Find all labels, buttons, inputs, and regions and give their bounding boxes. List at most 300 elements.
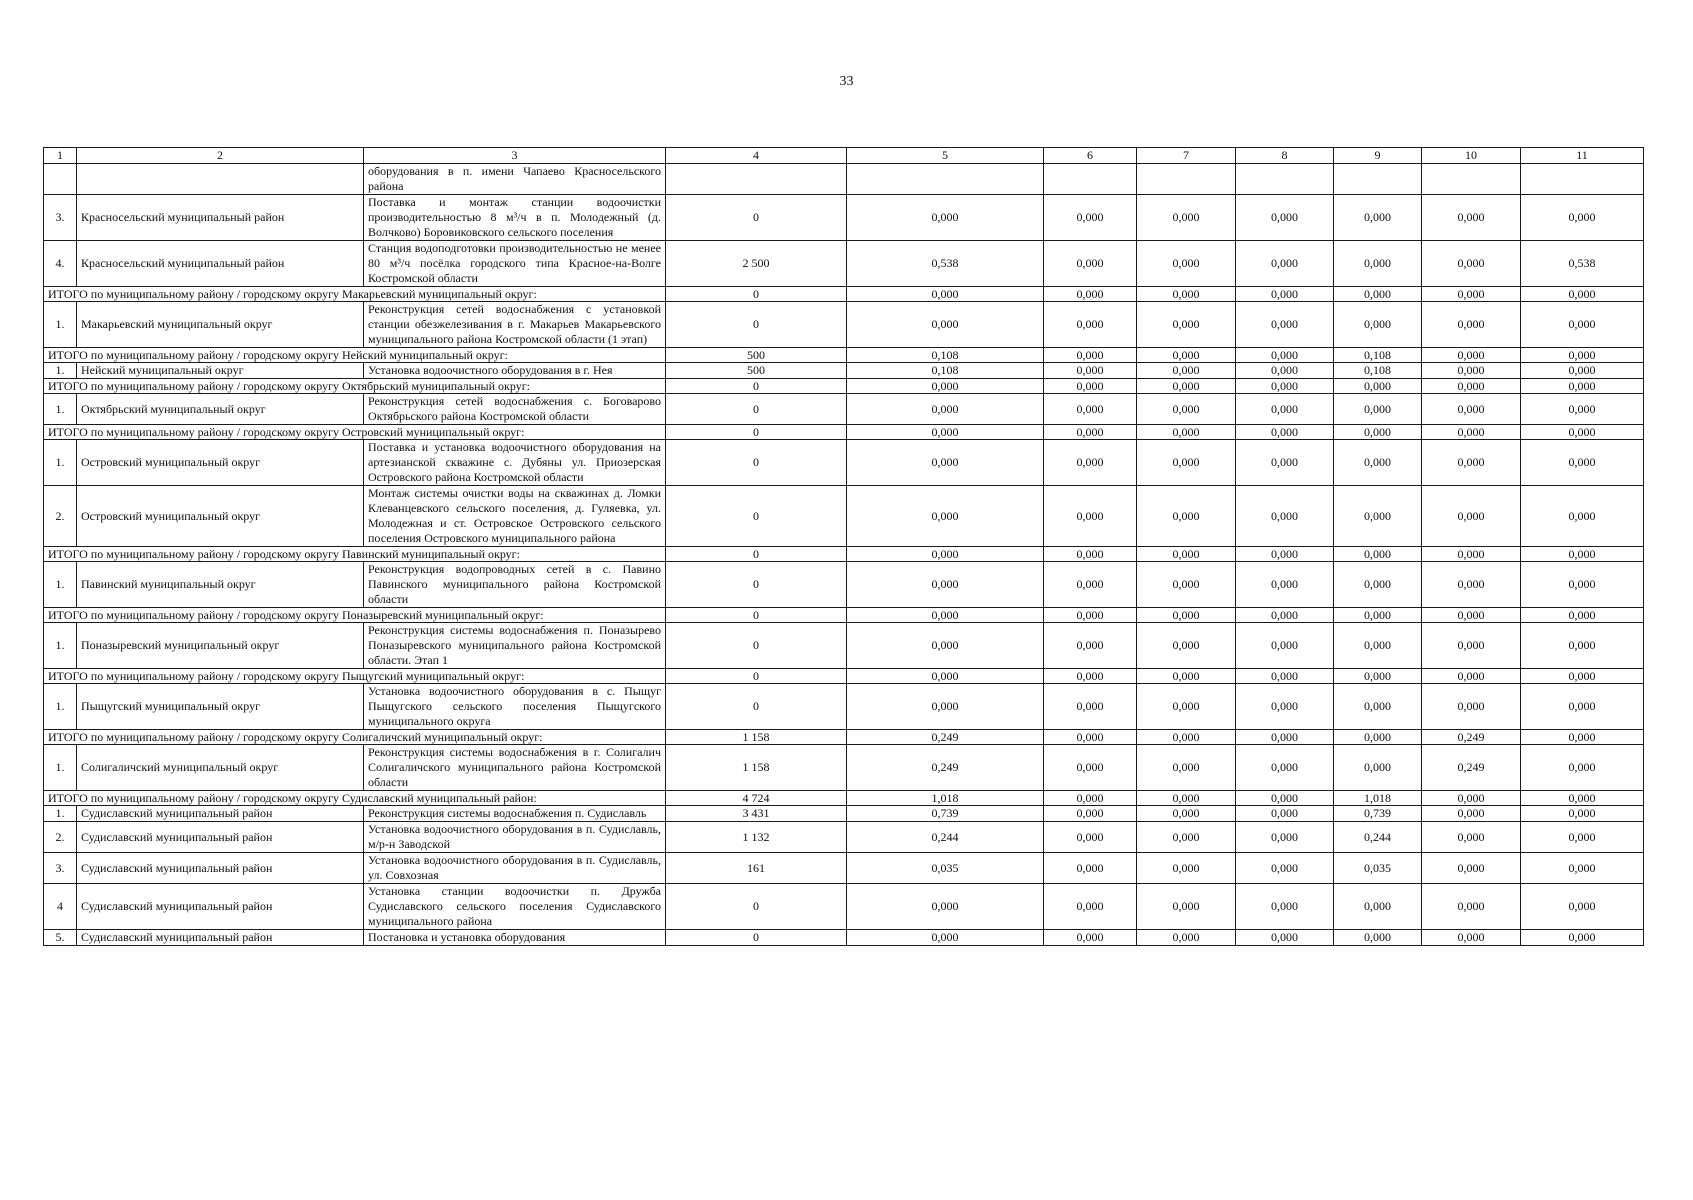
subtotal-label: ИТОГО по муниципальному району / городскому округу Октябрьский муниципальный округ:	[44, 379, 666, 394]
municipality-name: Поназыревский муниципальный округ	[77, 623, 364, 669]
subtotal-row	[44, 608, 1644, 623]
value-cell	[1137, 164, 1236, 195]
value-cell: 0,000	[847, 562, 1044, 608]
column-header: 4	[666, 148, 847, 164]
value-cell: 0,000	[1422, 287, 1521, 302]
value-cell: 0,000	[1521, 562, 1644, 608]
value-cell: 0,000	[1521, 608, 1644, 623]
value-cell: 0,000	[1236, 195, 1334, 241]
table-row	[44, 623, 1644, 669]
municipality-name: Октябрьский муниципальный округ	[77, 394, 364, 425]
municipality-name: Пыщугский муниципальный округ	[77, 684, 364, 730]
value-cell: 0	[666, 486, 847, 547]
value-cell: 500	[666, 348, 847, 363]
value-cell: 0,000	[1521, 287, 1644, 302]
value-cell: 0,000	[1334, 486, 1422, 547]
column-header: 1	[44, 148, 77, 164]
value-cell: 0,000	[1236, 853, 1334, 884]
value-cell: 0	[666, 302, 847, 348]
value-cell: 0,000	[1236, 440, 1334, 486]
row-number: 1.	[44, 806, 77, 822]
value-cell: 0,000	[1422, 806, 1521, 822]
value-cell: 0,000	[1334, 394, 1422, 425]
project-description: Монтаж системы очистки воды на скважинах д. Ломки Клеванцевского сельского поселения, д. Гуляевка, ул. Молодежная и ст. Островское Островского сельского поселения Островского муниципального района	[364, 486, 666, 547]
municipality-name	[77, 164, 364, 195]
municipality-name: Судиславский муниципальный район	[77, 930, 364, 946]
value-cell: 0,000	[1521, 547, 1644, 562]
value-cell: 0,108	[847, 348, 1044, 363]
value-cell: 0,000	[1236, 363, 1334, 379]
value-cell: 0,000	[1044, 547, 1137, 562]
row-number: 4	[44, 884, 77, 930]
value-cell: 0,000	[1236, 348, 1334, 363]
value-cell: 0,035	[847, 853, 1044, 884]
document-sheet	[43, 147, 1643, 946]
value-cell: 0,000	[1044, 241, 1137, 287]
subtotal-row	[44, 425, 1644, 440]
value-cell: 0,000	[1137, 440, 1236, 486]
value-cell: 0,000	[847, 287, 1044, 302]
value-cell: 0,000	[1334, 684, 1422, 730]
value-cell: 0,000	[1236, 608, 1334, 623]
project-description: Постановка и установка оборудования	[364, 930, 666, 946]
value-cell	[1236, 164, 1334, 195]
row-number: 1.	[44, 562, 77, 608]
municipality-name: Судиславский муниципальный район	[77, 884, 364, 930]
column-header: 11	[1521, 148, 1644, 164]
value-cell: 0,000	[1422, 425, 1521, 440]
value-cell: 0,244	[1334, 822, 1422, 853]
value-cell: 0,035	[1334, 853, 1422, 884]
value-cell: 0,000	[1044, 486, 1137, 547]
row-number: 2.	[44, 822, 77, 853]
value-cell: 0,000	[1422, 379, 1521, 394]
value-cell	[666, 164, 847, 195]
value-cell: 0,249	[1422, 745, 1521, 791]
value-cell: 0,000	[1521, 394, 1644, 425]
value-cell: 0,000	[1044, 806, 1137, 822]
value-cell: 0,000	[1521, 425, 1644, 440]
value-cell: 0,000	[1044, 884, 1137, 930]
value-cell	[1334, 164, 1422, 195]
municipality-name: Судиславский муниципальный район	[77, 806, 364, 822]
municipality-name: Красносельский муниципальный район	[77, 241, 364, 287]
value-cell: 0,000	[1137, 195, 1236, 241]
municipality-name: Судиславский муниципальный район	[77, 853, 364, 884]
column-header: 8	[1236, 148, 1334, 164]
municipality-name: Островский муниципальный округ	[77, 486, 364, 547]
value-cell: 0,000	[1044, 730, 1137, 745]
value-cell: 1,018	[847, 791, 1044, 806]
value-cell: 0,000	[1137, 348, 1236, 363]
municipality-name: Солигаличский муниципальный округ	[77, 745, 364, 791]
value-cell: 0,000	[1521, 348, 1644, 363]
value-cell: 0,000	[1422, 562, 1521, 608]
row-number: 1.	[44, 440, 77, 486]
subtotal-row	[44, 287, 1644, 302]
value-cell: 0,000	[1236, 884, 1334, 930]
value-cell: 0,739	[1334, 806, 1422, 822]
value-cell: 0,244	[847, 822, 1044, 853]
value-cell: 0,000	[847, 379, 1044, 394]
value-cell: 0,000	[1422, 195, 1521, 241]
column-header: 7	[1137, 148, 1236, 164]
value-cell: 0,000	[1422, 394, 1521, 425]
value-cell: 3 431	[666, 806, 847, 822]
project-description: Установка станции водоочистки п. Дружба Судиславского сельского поселения Судиславского муниципального района	[364, 884, 666, 930]
row-number: 1.	[44, 745, 77, 791]
value-cell: 0,000	[1422, 486, 1521, 547]
value-cell: 0,000	[1422, 791, 1521, 806]
value-cell: 0	[666, 440, 847, 486]
value-cell: 0,108	[1334, 363, 1422, 379]
value-cell: 0,000	[1521, 730, 1644, 745]
value-cell: 0,000	[1422, 669, 1521, 684]
project-description: Реконструкция водопроводных сетей в с. Павино Павинского муниципального района Костромской области	[364, 562, 666, 608]
value-cell: 0	[666, 608, 847, 623]
value-cell: 0,000	[1137, 930, 1236, 946]
table-row	[44, 806, 1644, 822]
value-cell: 0,000	[1137, 562, 1236, 608]
row-number: 1.	[44, 302, 77, 348]
row-number	[44, 164, 77, 195]
value-cell: 0,538	[847, 241, 1044, 287]
value-cell: 0,000	[1137, 379, 1236, 394]
column-header: 9	[1334, 148, 1422, 164]
value-cell: 0,000	[1422, 302, 1521, 348]
table-row	[44, 853, 1644, 884]
value-cell: 0,000	[847, 302, 1044, 348]
value-cell: 0,108	[1334, 348, 1422, 363]
value-cell: 0,000	[1521, 853, 1644, 884]
column-header: 5	[847, 148, 1044, 164]
value-cell: 0,000	[847, 623, 1044, 669]
value-cell: 0,000	[1137, 623, 1236, 669]
value-cell: 0,000	[1334, 302, 1422, 348]
value-cell: 0,000	[1137, 302, 1236, 348]
value-cell: 0,000	[1521, 363, 1644, 379]
value-cell: 161	[666, 853, 847, 884]
value-cell: 0,000	[1334, 195, 1422, 241]
project-description: Реконструкция сетей водоснабжения с. Боговарово Октябрьского района Костромской области	[364, 394, 666, 425]
value-cell: 0,000	[1521, 669, 1644, 684]
project-description: Реконструкция системы водоснабжения в г. Солигалич Солигаличского муниципального района Костромской области	[364, 745, 666, 791]
value-cell: 0,000	[847, 425, 1044, 440]
project-description: Установка водоочистного оборудования в п. Судиславль, ул. Совхозная	[364, 853, 666, 884]
municipality-name: Павинский муниципальный округ	[77, 562, 364, 608]
value-cell: 0,000	[1422, 822, 1521, 853]
value-cell: 0,000	[1137, 486, 1236, 547]
value-cell: 0,000	[1422, 853, 1521, 884]
value-cell: 0,000	[1137, 287, 1236, 302]
municipality-name: Макарьевский муниципальный округ	[77, 302, 364, 348]
row-number: 5.	[44, 930, 77, 946]
value-cell: 0,000	[847, 884, 1044, 930]
value-cell: 0,000	[1044, 348, 1137, 363]
table-row	[44, 394, 1644, 425]
value-cell: 0,000	[1334, 730, 1422, 745]
municipality-name: Островский муниципальный округ	[77, 440, 364, 486]
value-cell: 0,000	[1236, 669, 1334, 684]
value-cell: 0,000	[1521, 745, 1644, 791]
value-cell: 0,000	[1422, 930, 1521, 946]
value-cell: 0,000	[1334, 669, 1422, 684]
project-description: Реконструкция сетей водоснабжения с установкой станции обезжелезивания в г. Макарьев Макарьевского муниципального района Костромской области (1 этап)	[364, 302, 666, 348]
value-cell: 0,000	[1044, 822, 1137, 853]
column-header: 2	[77, 148, 364, 164]
value-cell: 0,000	[1236, 562, 1334, 608]
value-cell: 0,000	[1044, 287, 1137, 302]
value-cell: 0	[666, 884, 847, 930]
value-cell: 0,000	[1137, 853, 1236, 884]
value-cell: 0,000	[1236, 791, 1334, 806]
value-cell: 0,739	[847, 806, 1044, 822]
value-cell: 0	[666, 379, 847, 394]
table-row	[44, 195, 1644, 241]
value-cell: 0,000	[1236, 302, 1334, 348]
value-cell: 0,000	[1236, 547, 1334, 562]
value-cell: 0	[666, 623, 847, 669]
value-cell: 1 158	[666, 745, 847, 791]
value-cell: 0,108	[847, 363, 1044, 379]
value-cell: 0,000	[1236, 806, 1334, 822]
value-cell: 0,000	[1334, 608, 1422, 623]
value-cell: 2 500	[666, 241, 847, 287]
value-cell: 0,000	[1137, 791, 1236, 806]
value-cell: 0,000	[847, 486, 1044, 547]
value-cell: 0,000	[1521, 623, 1644, 669]
value-cell: 0	[666, 562, 847, 608]
value-cell: 0,538	[1521, 241, 1644, 287]
value-cell: 0,000	[847, 669, 1044, 684]
column-header: 6	[1044, 148, 1137, 164]
value-cell: 0,000	[1044, 363, 1137, 379]
subtotal-label: ИТОГО по муниципальному району / городскому округу Островский муниципальный округ:	[44, 425, 666, 440]
value-cell: 0,000	[1521, 822, 1644, 853]
project-description: Станция водоподготовки производительностью не менее 80 м³/ч посёлка городского типа Красное-на-Волге Костромской области	[364, 241, 666, 287]
value-cell: 0,000	[1137, 363, 1236, 379]
value-cell: 0,000	[1044, 853, 1137, 884]
value-cell: 0,000	[1236, 745, 1334, 791]
value-cell: 0,000	[1422, 440, 1521, 486]
row-number: 4.	[44, 241, 77, 287]
value-cell: 0,000	[1044, 562, 1137, 608]
value-cell: 0,000	[1334, 379, 1422, 394]
value-cell: 0,000	[1137, 669, 1236, 684]
value-cell: 0,000	[1422, 608, 1521, 623]
row-number: 1.	[44, 363, 77, 379]
column-header: 3	[364, 148, 666, 164]
value-cell: 0,000	[1137, 684, 1236, 730]
table-row	[44, 884, 1644, 930]
table-row	[44, 745, 1644, 791]
value-cell: 0,000	[1044, 745, 1137, 791]
value-cell: 0	[666, 930, 847, 946]
value-cell: 0,000	[1236, 425, 1334, 440]
value-cell: 0,000	[1236, 822, 1334, 853]
subtotal-label: ИТОГО по муниципальному району / городскому округу Судиславский муниципальный район:	[44, 791, 666, 806]
value-cell: 0,000	[1137, 822, 1236, 853]
table-row	[44, 930, 1644, 946]
value-cell: 0,000	[1521, 806, 1644, 822]
value-cell: 0,000	[1236, 930, 1334, 946]
value-cell: 0,249	[847, 730, 1044, 745]
value-cell: 0,000	[1422, 348, 1521, 363]
value-cell: 0,000	[1236, 287, 1334, 302]
value-cell: 0,000	[1521, 791, 1644, 806]
project-description: Поставка и установка водоочистного оборудования на артезианской скважине с. Дубяны ул. Приозерская Островского района Костромской области	[364, 440, 666, 486]
table-row	[44, 486, 1644, 547]
value-cell: 4 724	[666, 791, 847, 806]
subtotal-row	[44, 791, 1644, 806]
page-number: 33	[839, 74, 854, 89]
row-number: 3.	[44, 195, 77, 241]
value-cell: 0,000	[1137, 806, 1236, 822]
value-cell: 0,000	[1236, 241, 1334, 287]
value-cell: 0,000	[1521, 195, 1644, 241]
investment-table	[43, 147, 1644, 946]
subtotal-row	[44, 379, 1644, 394]
project-description: Реконструкция системы водоснабжения п. Судиславль	[364, 806, 666, 822]
subtotal-label: ИТОГО по муниципальному району / городскому округу Поназыревский муниципальный округ:	[44, 608, 666, 623]
project-description: Установка водоочистного оборудования в г. Нея	[364, 363, 666, 379]
table-row	[44, 363, 1644, 379]
table-body	[44, 148, 1644, 946]
municipality-name: Судиславский муниципальный район	[77, 822, 364, 853]
value-cell: 0,000	[1137, 730, 1236, 745]
table-row	[44, 440, 1644, 486]
subtotal-label: ИТОГО по муниципальному району / городскому округу Пыщугский муниципальный округ:	[44, 669, 666, 684]
value-cell: 0	[666, 287, 847, 302]
value-cell: 0,000	[1334, 745, 1422, 791]
value-cell: 0,000	[1236, 623, 1334, 669]
column-header: 10	[1422, 148, 1521, 164]
value-cell	[1044, 164, 1137, 195]
subtotal-label: ИТОГО по муниципальному району / городскому округу Макарьевский муниципальный округ:	[44, 287, 666, 302]
value-cell: 0	[666, 684, 847, 730]
value-cell: 0,000	[1236, 730, 1334, 745]
subtotal-row	[44, 669, 1644, 684]
value-cell: 0,000	[847, 394, 1044, 425]
row-number: 1.	[44, 623, 77, 669]
value-cell: 0	[666, 425, 847, 440]
value-cell: 0,000	[1521, 486, 1644, 547]
value-cell: 0,000	[1521, 684, 1644, 730]
value-cell: 0,000	[1236, 394, 1334, 425]
table-row	[44, 684, 1644, 730]
value-cell: 0,000	[1044, 379, 1137, 394]
project-description: Поставка и монтаж станции водоочистки производительностью 8 м³/ч в п. Молодежный (д. Волчково) Боровиковского сельского поселения	[364, 195, 666, 241]
value-cell: 0,000	[1334, 623, 1422, 669]
value-cell: 1 132	[666, 822, 847, 853]
value-cell: 0,000	[847, 684, 1044, 730]
value-cell: 0,000	[1236, 486, 1334, 547]
row-number: 1.	[44, 684, 77, 730]
value-cell: 0,000	[847, 547, 1044, 562]
subtotal-label: ИТОГО по муниципальному району / городскому округу Солигаличский муниципальный округ:	[44, 730, 666, 745]
value-cell: 0,000	[1334, 547, 1422, 562]
value-cell: 0,000	[1044, 394, 1137, 425]
value-cell: 0,000	[1044, 623, 1137, 669]
value-cell	[847, 164, 1044, 195]
value-cell: 0,000	[1236, 379, 1334, 394]
value-cell: 0,000	[847, 930, 1044, 946]
value-cell: 0,000	[1334, 562, 1422, 608]
table-row	[44, 822, 1644, 853]
subtotal-label: ИТОГО по муниципальному району / городскому округу Павинский муниципальный округ:	[44, 547, 666, 562]
value-cell: 0,000	[1334, 425, 1422, 440]
value-cell: 0,000	[1044, 791, 1137, 806]
value-cell: 0,000	[1044, 608, 1137, 623]
value-cell: 0,000	[1044, 669, 1137, 684]
value-cell: 0	[666, 547, 847, 562]
table-row	[44, 164, 1644, 195]
table-row	[44, 302, 1644, 348]
project-description: Реконструкция системы водоснабжения п. Поназырево Поназыревского муниципального района Костромской области. Этап 1	[364, 623, 666, 669]
value-cell: 0,000	[1137, 608, 1236, 623]
value-cell: 0,000	[1137, 547, 1236, 562]
table-row	[44, 241, 1644, 287]
value-cell: 0,000	[1422, 241, 1521, 287]
header-row	[44, 148, 1644, 164]
value-cell: 0,000	[1334, 930, 1422, 946]
value-cell: 0,000	[847, 440, 1044, 486]
subtotal-row	[44, 348, 1644, 363]
value-cell: 0,000	[1044, 302, 1137, 348]
value-cell	[1422, 164, 1521, 195]
value-cell: 0,000	[1334, 241, 1422, 287]
table-row	[44, 562, 1644, 608]
value-cell: 1 158	[666, 730, 847, 745]
row-number: 2.	[44, 486, 77, 547]
project-description: Установка водоочистного оборудования в с. Пыщуг Пыщугского сельского поселения Пыщугского муниципального округа	[364, 684, 666, 730]
value-cell: 0	[666, 394, 847, 425]
row-number: 1.	[44, 394, 77, 425]
value-cell: 0	[666, 669, 847, 684]
municipality-name: Красносельский муниципальный район	[77, 195, 364, 241]
value-cell: 1,018	[1334, 791, 1422, 806]
value-cell: 0,000	[1521, 440, 1644, 486]
project-description: оборудования в п. имени Чапаево Красносельского района	[364, 164, 666, 195]
municipality-name: Нейский муниципальный округ	[77, 363, 364, 379]
value-cell: 0,000	[1521, 884, 1644, 930]
subtotal-row	[44, 730, 1644, 745]
value-cell: 0,000	[1334, 884, 1422, 930]
value-cell: 0,000	[1521, 302, 1644, 348]
value-cell: 0,000	[847, 195, 1044, 241]
value-cell: 0,000	[1137, 394, 1236, 425]
value-cell: 0,000	[1044, 930, 1137, 946]
value-cell: 0,000	[1334, 287, 1422, 302]
row-number: 3.	[44, 853, 77, 884]
value-cell: 0,249	[847, 745, 1044, 791]
value-cell: 0,000	[1521, 930, 1644, 946]
value-cell: 0	[666, 195, 847, 241]
project-description: Установка водоочистного оборудования в п. Судиславль, м/р-н Заводской	[364, 822, 666, 853]
value-cell: 0,000	[1422, 623, 1521, 669]
value-cell: 0,249	[1422, 730, 1521, 745]
value-cell: 0,000	[1044, 440, 1137, 486]
value-cell: 0,000	[1137, 745, 1236, 791]
value-cell: 0,000	[1422, 363, 1521, 379]
subtotal-row	[44, 547, 1644, 562]
value-cell: 0,000	[1422, 884, 1521, 930]
value-cell: 0,000	[1137, 425, 1236, 440]
value-cell	[1521, 164, 1644, 195]
value-cell: 0,000	[1044, 425, 1137, 440]
value-cell: 0,000	[1422, 684, 1521, 730]
value-cell: 0,000	[1137, 884, 1236, 930]
